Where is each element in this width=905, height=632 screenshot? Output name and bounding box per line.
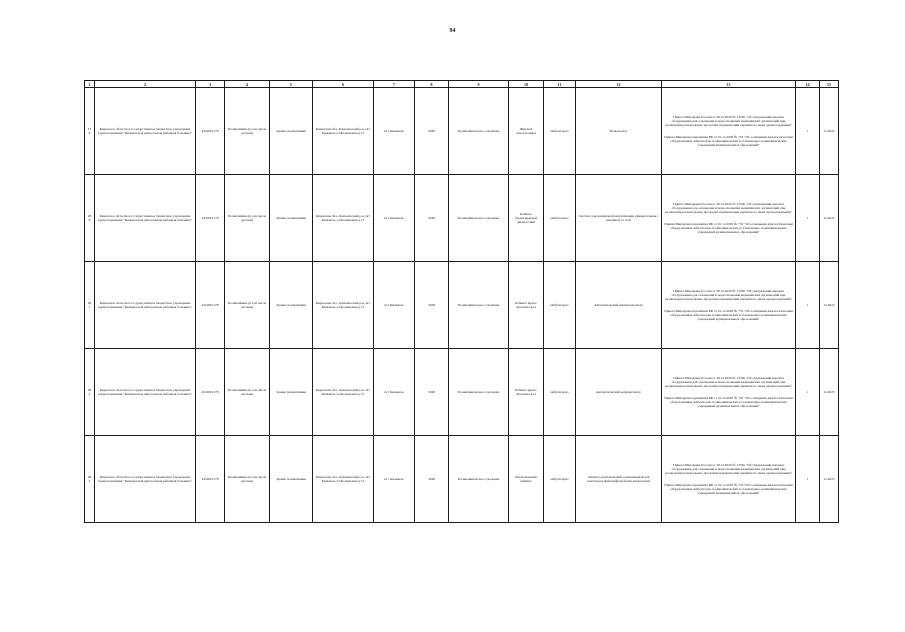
header-cell: 7 [374, 81, 415, 88]
regulation-cell [662, 175, 796, 262]
regulation-order-2: Приказ Минздравсоцразвития РФ от 01.12.2005 № 753 "Об оснащении диагностическим оборудованием амбулаторно-поликлинических и стационарно-поликлинических учреждений муниципальных образований" [664, 482, 793, 495]
row-number-cell: 281 [85, 262, 95, 349]
deadline-cell: 12.2023 [820, 262, 839, 349]
cabinet-cell: Кабинет врача-офтальмолога [509, 349, 544, 436]
page-number: 94 [449, 28, 456, 34]
header-cell: 11 [544, 81, 576, 88]
deadline-cell: 12.2021 [820, 175, 839, 262]
regulation-cell [662, 262, 796, 349]
building-cell: Здание поликлиники [270, 349, 313, 436]
inn-cell: 4310001178 [196, 436, 225, 523]
organization-cell: Кировское областное государственное бюджетное учреждение здравоохранения "Кильмезская центральная районная больница" [95, 349, 196, 436]
locality-cell: пгт Кильмезь [374, 349, 415, 436]
organization-cell: Кировское областное государственное бюджетное учреждение здравоохранения "Кильмезская центральная районная больница" [95, 262, 196, 349]
equipment-cell: Автоматический пневмотонометр [576, 262, 662, 349]
locality-cell: пгт Кильмезь [374, 436, 415, 523]
deadline-cell: 12.2023 [820, 349, 839, 436]
department-cell: Поликлиническое отделение [449, 436, 509, 523]
unit-type-cell: Поликлиника (в том числе детская) [225, 88, 270, 175]
department-cell: Поликлиническое отделение [449, 175, 509, 262]
building-cell: Здание поликлиники [270, 436, 313, 523]
organization-cell: Кировское областное государственное бюджетное учреждение здравоохранения "Кильмезская центральная районная больница" [95, 436, 196, 523]
organization-cell: Кировское областное государственное бюджетное учреждение здравоохранения "Кильмезская центральная районная больница" [95, 88, 196, 175]
population-cell: 5048 [415, 349, 449, 436]
regulation-order-1: Приказ Минздрава России от 28.12.2020 № 1379н "Об утверждении перечня оборудования для оснащения и переоснащения медицинских организаций при реализации региональных программ модернизации первичного звена здравоохранения" [664, 114, 793, 128]
regulation-cell [662, 88, 796, 175]
regulation-spacer [664, 215, 793, 222]
address-cell: Кировская обл., Кильмезский р-н, пгт Кильмезь ул.Больничная д.15 [313, 262, 374, 349]
header-row [85, 81, 839, 88]
regulation-spacer [664, 389, 793, 396]
row-number-cell: 279 [85, 88, 95, 175]
header-cell: 3 [196, 81, 225, 88]
unit-type-cell: Поликлиника (в том числе детская) [225, 175, 270, 262]
address-cell: Кировская обл., Кильмезский р-н, пгт Кильмезь ул.Больничная д.15 [313, 175, 374, 262]
deadline-cell: 12.2023 [820, 436, 839, 523]
quantity-cell: 1 [796, 436, 820, 523]
building-cell: Здание поликлиники [270, 175, 313, 262]
cabinet-cell: Женская консультация [509, 88, 544, 175]
building-cell: Здание поликлиники [270, 88, 313, 175]
population-cell: 5048 [415, 262, 449, 349]
equipment-cell: Система ультразвуковой визуализации универсальная с питанием от сети [576, 175, 662, 262]
header-cell: 1 [85, 81, 95, 88]
building-cell: Здание поликлиники [270, 262, 313, 349]
locality-cell: пгт Кильмезь [374, 88, 415, 175]
quantity-cell: 1 [796, 349, 820, 436]
unit-type-cell: Поликлиника (в том числе детская) [225, 349, 270, 436]
table-row [85, 175, 839, 262]
address-cell: Кировская обл., Кильмезский р-н, пгт Кильмезь ул.Больничная д.15 [313, 349, 374, 436]
header-cell: 5 [270, 81, 313, 88]
cabinet-cell: Кабинет ультразвуковой диагностики [509, 175, 544, 262]
header-cell: 6 [313, 81, 374, 88]
unit-type-cell: Поликлиника (в том числе детская) [225, 436, 270, 523]
header-cell: 15 [820, 81, 839, 88]
population-cell: 5048 [415, 436, 449, 523]
regulation-cell [662, 349, 796, 436]
cabinet-cell: Рентгеновский кабинет [509, 436, 544, 523]
header-cell: 10 [509, 81, 544, 88]
department-cell: Поликлиническое отделение [449, 262, 509, 349]
locality-cell: пгт Кильмезь [374, 175, 415, 262]
care-condition-cell: амбулаторно [544, 262, 576, 349]
care-condition-cell: амбулаторно [544, 175, 576, 262]
care-condition-cell: амбулаторно [544, 349, 576, 436]
address-cell: Кировская обл., Кильмезский р-н, пгт Кильмезь ул.Больничная д.15 [313, 88, 374, 175]
header-cell: 9 [449, 81, 509, 88]
organization-cell: Кировское областное государственное бюджетное учреждение здравоохранения "Кильмезская центральная районная больница" [95, 175, 196, 262]
header-cell: 13 [662, 81, 796, 88]
header-cell: 12 [576, 81, 662, 88]
regulation-order-1: Приказ Минздрава России от 28.12.2020 № 1379н "Об утверждении перечня оборудования для оснащения и переоснащения медицинских организаций при реализации региональных программ модернизации первичного звена здравоохранения" [664, 201, 793, 215]
deadline-cell: 12.2024 [820, 88, 839, 175]
row-number-cell: 280 [85, 175, 95, 262]
regulation-order-1: Приказ Минздрава России от 28.12.2020 № 1379н "Об утверждении перечня оборудования для оснащения и переоснащения медицинских организаций при реализации региональных программ модернизации первичного звена здравоохранения" [664, 375, 793, 389]
regulation-spacer [664, 128, 793, 135]
equipment-cell: Кольпоскоп [576, 88, 662, 175]
table-row [85, 88, 839, 175]
regulation-cell [662, 436, 796, 523]
quantity-cell: 1 [796, 262, 820, 349]
table-row [85, 436, 839, 523]
population-cell: 5048 [415, 175, 449, 262]
regulation-spacer [664, 476, 793, 483]
regulation-order-2: Приказ Минздравсоцразвития РФ от 01.12.2005 № 753 "Об оснащении диагностическим оборудованием амбулаторно-поликлинических и стационарно-поликлинических учреждений муниципальных образований" [664, 308, 793, 321]
unit-type-cell: Поликлиника (в том числе детская) [225, 262, 270, 349]
cabinet-cell: Кабинет врача-офтальмолога [509, 262, 544, 349]
inn-cell: 4310001178 [196, 262, 225, 349]
table-row [85, 262, 839, 349]
locality-cell: пгт Кильмезь [374, 262, 415, 349]
table-row [85, 349, 839, 436]
population-cell: 5048 [415, 88, 449, 175]
care-condition-cell: амбулаторно [544, 436, 576, 523]
inn-cell: 4310001178 [196, 349, 225, 436]
header-cell: 8 [415, 81, 449, 88]
row-number-cell: 282 [85, 349, 95, 436]
row-number-cell: 283 [85, 436, 95, 523]
header-cell: 2 [95, 81, 196, 88]
header-cell: 4 [225, 81, 270, 88]
quantity-cell: 1 [796, 88, 820, 175]
address-cell: Кировская обл., Кильмезский р-н, пгт Кильмезь ул.Больничная д.15 [313, 436, 374, 523]
equipment-cell: Автоматический рефрактометр [576, 349, 662, 436]
regulation-order-1: Приказ Минздрава России от 28.12.2020 № 1379н "Об утверждении перечня оборудования для оснащения и переоснащения медицинских организаций при реализации региональных программ модернизации первичного звена здравоохранения" [664, 462, 793, 476]
quantity-cell: 1 [796, 175, 820, 262]
department-cell: Поликлиническое отделение [449, 88, 509, 175]
department-cell: Поликлиническое отделение [449, 349, 509, 436]
inn-cell: 4310001178 [196, 88, 225, 175]
regulation-spacer [664, 302, 793, 309]
care-condition-cell: амбулаторно [544, 88, 576, 175]
regulation-order-2: Приказ Минздравсоцразвития РФ от 01.12.2005 № 753 "Об оснащении диагностическим оборудованием амбулаторно-поликлинических и стационарно-поликлинических учреждений муниципальных образований" [664, 395, 793, 408]
header-cell: 14 [796, 81, 820, 88]
equipment-table [84, 80, 839, 523]
inn-cell: 4310001178 [196, 175, 225, 262]
equipment-cell: Аппарат рентгеновский стационарный для рентгенографии цифровой или аналоговый [576, 436, 662, 523]
regulation-order-2: Приказ Минздравсоцразвития РФ от 01.12.2005 № 753 "Об оснащении диагностическим оборудованием амбулаторно-поликлинических и стационарно-поликлинических учреждений муниципальных образований" [664, 134, 793, 147]
regulation-order-2: Приказ Минздравсоцразвития РФ от 01.12.2005 № 753 "Об оснащении диагностическим оборудованием амбулаторно-поликлинических и стационарно-поликлинических учреждений муниципальных образований" [664, 221, 793, 234]
regulation-order-1: Приказ Минздрава России от 28.12.2020 № 1379н "Об утверждении перечня оборудования для оснащения и переоснащения медицинских организаций при реализации региональных программ модернизации первичного звена здравоохранения" [664, 288, 793, 302]
